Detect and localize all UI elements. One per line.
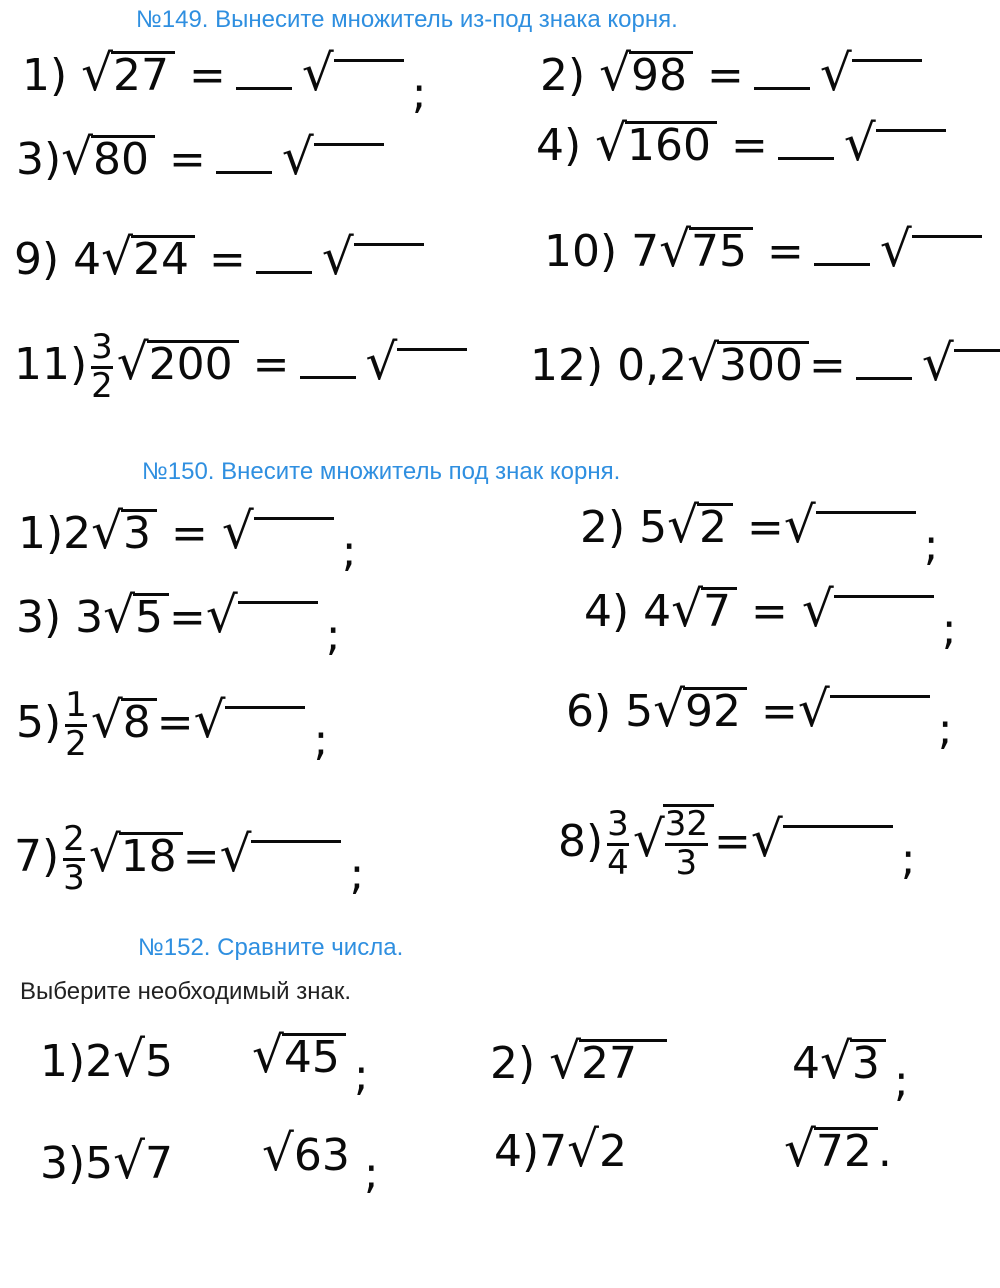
section-152-title: №152. Сравните числа. (138, 934, 404, 961)
answer-box[interactable] (834, 595, 934, 634)
answer-box[interactable] (334, 59, 404, 98)
task-149-4: 4) √160 = √ (536, 118, 946, 168)
answer-box[interactable] (225, 706, 305, 745)
answer-blank[interactable] (256, 241, 312, 274)
answer-box[interactable] (852, 59, 922, 98)
answer-blank[interactable] (216, 141, 272, 174)
task-150-5: 5) $\frac{1}{2}$ √8 =√ ; (16, 685, 329, 767)
compare-3-right: √63 ; (262, 1124, 379, 1199)
answer-box[interactable] (876, 129, 946, 168)
compare-4-left: 4)7√2 (494, 1120, 628, 1178)
answer-box[interactable] (314, 143, 384, 182)
task-150-8: 8) $\frac{3}{4}$ √ $\frac{32}{3}$ =√ ; (558, 804, 916, 886)
answer-box[interactable] (816, 511, 916, 550)
answer-box[interactable] (254, 517, 334, 556)
answer-box[interactable] (238, 601, 318, 640)
answer-box[interactable] (354, 243, 424, 282)
compare-1-right: √45 ; (252, 1026, 369, 1101)
answer-box[interactable] (912, 235, 982, 274)
answer-blank[interactable] (300, 346, 356, 379)
task-150-3: 3) 3√5 =√ ; (16, 586, 341, 661)
answer-box[interactable] (397, 348, 467, 387)
task-150-6: 6) 5√92 =√ ; (566, 680, 953, 755)
task-149-1: 1) √27 = √ ; (22, 44, 427, 119)
task-150-2: 2) 5√2 =√ ; (580, 496, 939, 571)
task-149-9: 9) 4√24 = √ (14, 232, 424, 282)
compare-3-left: 3)5√7 (40, 1132, 174, 1190)
compare-2-left: 2) √27 (490, 1036, 667, 1086)
task-149-11: 11) $\frac{3}{2}$ √200 = √ (14, 330, 467, 404)
compare-1-left: 1)2√5 (40, 1030, 174, 1088)
answer-box[interactable] (830, 695, 930, 734)
task-149-2: 2) √98 = √ (540, 48, 922, 98)
answer-blank[interactable] (856, 347, 912, 380)
answer-box[interactable] (954, 349, 1000, 388)
task-150-7: 7) $\frac{2}{3}$ √18 =√ ; (14, 819, 365, 901)
answer-blank[interactable] (236, 57, 292, 90)
task-149-12: 12) 0,2√300 = √ (530, 338, 1000, 388)
answer-box[interactable] (783, 825, 893, 864)
answer-blank[interactable] (814, 233, 870, 266)
section-152-instruction: Выберите необходимый знак. (20, 978, 352, 1005)
answer-blank[interactable] (754, 57, 810, 90)
answer-box[interactable] (251, 840, 341, 879)
task-150-1: 1)2√3 = √ ; (18, 502, 357, 577)
compare-4-right: √72 . (784, 1120, 892, 1178)
compare-2-right: 4√3 ; (792, 1032, 909, 1107)
task-149-3: 3)√80 = √ (16, 132, 384, 182)
task-149-10: 10) 7√75 = √ (544, 224, 982, 274)
task-150-4: 4) 4√7 = √ ; (584, 580, 957, 655)
answer-blank[interactable] (778, 127, 834, 160)
section-149-title: №149. Вынесите множитель из-под знака корня. (136, 6, 678, 33)
section-150-title: №150. Внесите множитель под знак корня. (142, 458, 621, 485)
